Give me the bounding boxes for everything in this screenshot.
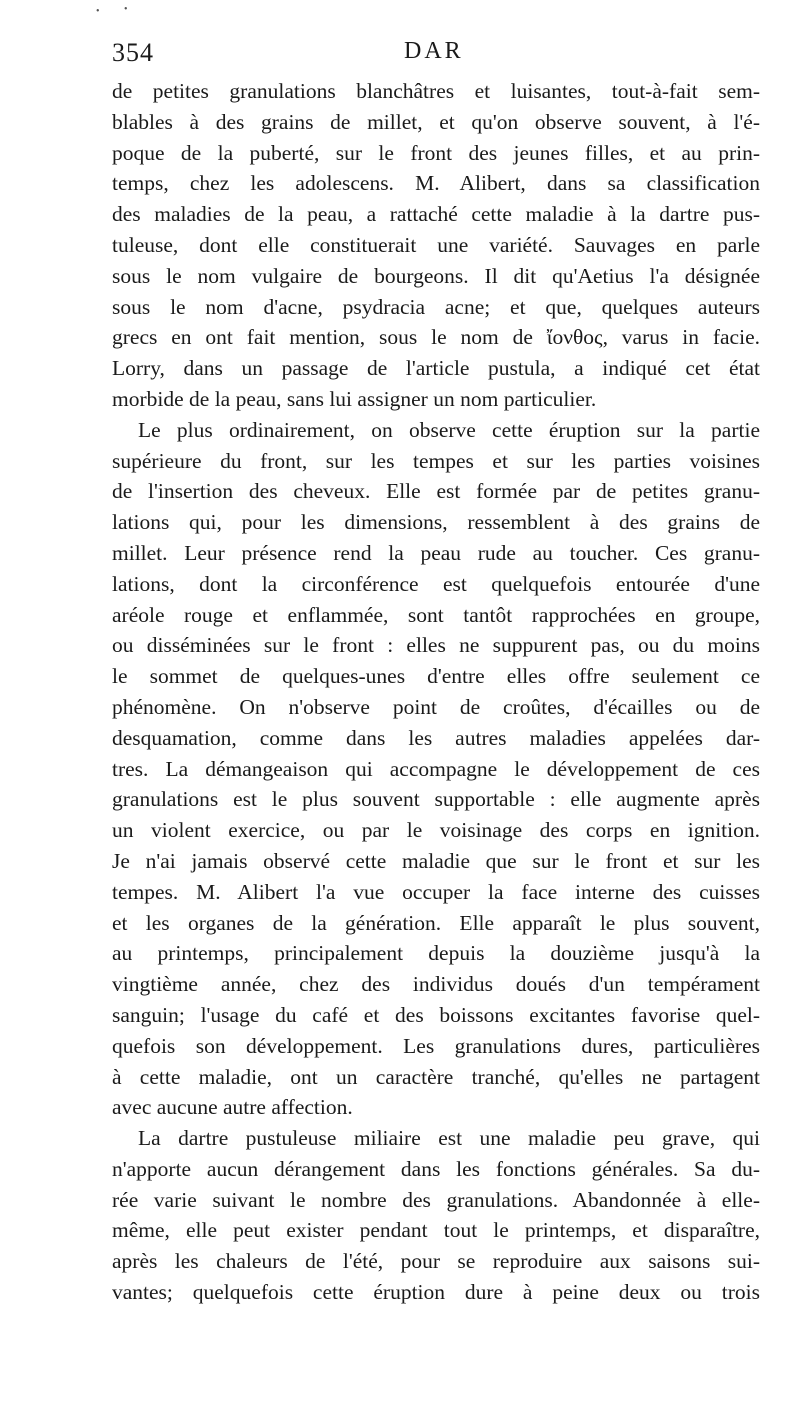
text-line: avec aucune autre affection. bbox=[112, 1095, 353, 1120]
text-line: desquamation, comme dans les autres maladies appelées dar- bbox=[112, 725, 760, 750]
text-line: aréole rouge et enflammée, sont tantôt rapprochées en groupe, bbox=[112, 602, 760, 627]
text-line: tuleuse, dont elle constituerait une variété. Sauvages en parle bbox=[112, 232, 760, 257]
text-line: tempes. M. Alibert l'a vue occuper la face interne des cuisses bbox=[112, 879, 760, 904]
text-line: quefois son développement. Les granulations dures, particulières bbox=[112, 1033, 760, 1058]
text-line: rée varie suivant le nombre des granulations. Abandonnée à elle- bbox=[112, 1187, 760, 1212]
text-line: tres. La démangeaison qui accompagne le développement de ces bbox=[112, 756, 760, 781]
text-line: Lorry, dans un passage de l'article pustula, a indiqué cet état bbox=[112, 356, 760, 381]
text-line: sous le nom vulgaire de bourgeons. Il dit qu'Aetius l'a désignée bbox=[112, 263, 760, 288]
text-line: phénomène. On n'observe point de croûtes, d'écailles ou de bbox=[112, 694, 760, 719]
paragraph-first-line: Le plus ordinairement, on observe cette éruption sur la partie bbox=[138, 417, 760, 442]
text-line: de l'insertion des cheveux. Elle est formée par de petites granu- bbox=[112, 479, 760, 504]
text-line: temps, chez les adolescens. M. Alibert, dans sa classification bbox=[112, 171, 760, 196]
page-number: 354 bbox=[112, 38, 154, 67]
text-line: des maladies de la peau, a rattaché cette maladie à la dartre pus- bbox=[112, 202, 760, 227]
print-speck: • bbox=[96, 6, 100, 17]
running-head: DAR bbox=[404, 38, 464, 64]
text-line: supérieure du front, sur les tempes et sur les parties voisines bbox=[112, 448, 760, 473]
text-line: lations qui, pour les dimensions, ressemblent à des grains de bbox=[112, 510, 760, 535]
page-header bbox=[112, 38, 760, 74]
text-line: et les organes de la génération. Elle apparaît le plus souvent, bbox=[112, 910, 760, 935]
print-speck: • bbox=[124, 4, 128, 15]
text-line: sous le nom d'acne, psydracia acne; et que, quelques auteurs bbox=[112, 294, 760, 319]
text-line: millet. Leur présence rend la peau rude au toucher. Ces granu- bbox=[112, 540, 760, 565]
text-line: à cette maladie, ont un caractère tranché, qu'elles ne partagent bbox=[112, 1064, 760, 1089]
text-line: un violent exercice, ou par le voisinage des corps en ignition. bbox=[112, 818, 760, 843]
text-line: même, elle peut exister pendant tout le printemps, et disparaître, bbox=[112, 1218, 760, 1243]
text-line: vingtième année, chez des individus doués d'un tempérament bbox=[112, 972, 760, 997]
text-line: poque de la puberté, sur le front des jeunes filles, et au prin- bbox=[112, 140, 760, 165]
paragraph-first-line: La dartre pustuleuse miliaire est une maladie peu grave, qui bbox=[138, 1126, 760, 1151]
text-line: granulations est le plus souvent supportable : elle augmente après bbox=[112, 787, 760, 812]
text-line: vantes; quelquefois cette éruption dure à peine deux ou trois bbox=[112, 1280, 760, 1305]
text-line: Je n'ai jamais observé cette maladie que sur le front et sur les bbox=[112, 848, 760, 873]
text-line: lations, dont la circonférence est quelquefois entourée d'une bbox=[112, 571, 760, 596]
text-line: le sommet de quelques-unes d'entre elles offre seulement ce bbox=[112, 664, 760, 689]
text-line: après les chaleurs de l'été, pour se reproduire aux saisons sui- bbox=[112, 1249, 760, 1274]
body-text bbox=[112, 76, 760, 1308]
text-line: ou disséminées sur le front : elles ne suppurent pas, ou du moins bbox=[112, 633, 760, 658]
text-line: n'apporte aucun dérangement dans les fonctions générales. Sa du- bbox=[112, 1156, 760, 1181]
text-line: de petites granulations blanchâtres et luisantes, tout-à-fait sem- bbox=[112, 79, 760, 103]
text-line: morbide de la peau, sans lui assigner un nom particulier. bbox=[112, 386, 597, 411]
text-line: blables à des grains de millet, et qu'on observe souvent, à l'é- bbox=[112, 109, 760, 134]
text-line: sanguin; l'usage du café et des boissons excitantes favorise quel- bbox=[112, 1002, 760, 1027]
text-line: au printemps, principalement depuis la douzième jusqu'à la bbox=[112, 941, 760, 966]
text-line: grecs en ont fait mention, sous le nom de ἴονθος, varus in facie. bbox=[112, 325, 760, 350]
